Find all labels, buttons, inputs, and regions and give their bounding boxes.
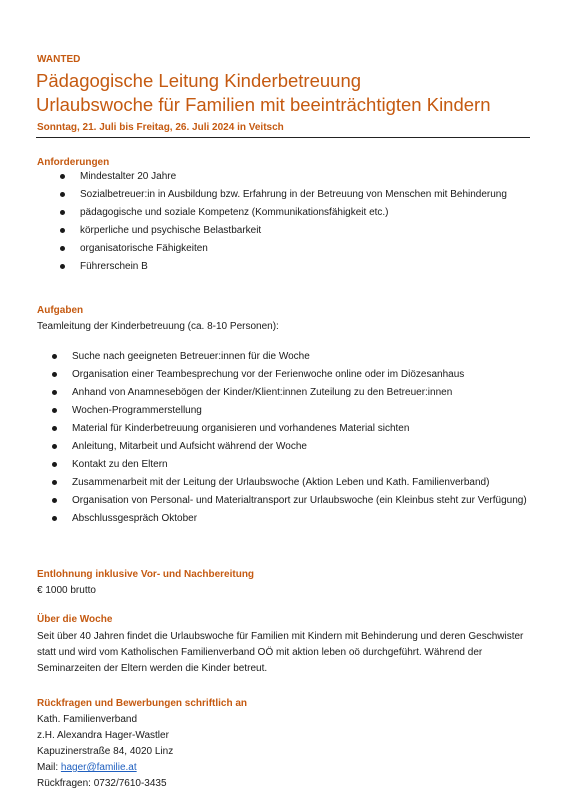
bullet-icon xyxy=(60,174,65,179)
page-subtitle: Urlaubswoche für Familien mit beeinträchtigten Kindern xyxy=(36,94,491,115)
bullet-icon xyxy=(60,264,65,269)
contact-org: Kath. Familienverband xyxy=(37,714,138,725)
bullet-icon xyxy=(52,462,57,467)
list-item: Zusammenarbeit mit der Leitung der Urlaubswoche (Aktion Leben und Kath. Familienverband) xyxy=(52,476,532,489)
bullet-icon xyxy=(60,192,65,197)
tasks-intro: Teamleitung der Kinderbetreuung (ca. 8-10 Personen): xyxy=(37,321,279,332)
list-item: Organisation einer Teambesprechung vor der Ferienwoche online oder im Diözesanhaus xyxy=(52,368,532,381)
tasks-heading: Aufgaben xyxy=(37,305,84,316)
event-dates: Sonntag, 21. Juli bis Freitag, 26. Juli 2024 in Veitsch xyxy=(37,122,284,133)
requirements-heading: Anforderungen xyxy=(37,157,110,168)
bullet-icon xyxy=(52,516,57,521)
contact-person: z.H. Alexandra Hager-Wastler xyxy=(37,730,169,741)
list-item: pädagogische und soziale Kompetenz (Kommunikationsfähigkeit etc.) xyxy=(60,206,540,219)
list-item: Organisation von Personal- und Materialtransport zur Urlaubswoche (ein Kleinbus steht zur Verfügung) xyxy=(52,494,532,507)
bullet-icon xyxy=(52,426,57,431)
list-item: Anleitung, Mitarbeit und Aufsicht während der Woche xyxy=(52,440,532,453)
mail-label: Mail: xyxy=(37,762,61,773)
list-item: Material für Kinderbetreuung organisieren und vorhandenes Material sichten xyxy=(52,422,532,435)
bullet-icon xyxy=(52,480,57,485)
list-item: Anhand von Anamnesebögen der Kinder/Klient:innen Zuteilung zu den Betreuer:innen xyxy=(52,386,532,399)
tasks-list xyxy=(52,350,532,530)
about-text: Seit über 40 Jahren findet die Urlaubswoche für Familien mit Kindern mit Behinderung und deren Geschwister statt und wird vom Katholischen Familienverband OÖ mit aktion leben oö durchgeführt. Während der Seminarzeiten der Eltern werden die Kinder betreut. xyxy=(37,631,524,674)
list-item: Wochen-Programmerstellung xyxy=(52,404,532,417)
requirements-list xyxy=(60,170,540,278)
about-heading: Über die Woche xyxy=(37,614,113,625)
contact-phone: Rückfragen: 0732/7610-3435 xyxy=(37,778,167,789)
pay-amount: € 1000 brutto xyxy=(37,585,96,596)
bullet-icon xyxy=(52,498,57,503)
contact-mail-line xyxy=(37,760,137,776)
bullet-icon xyxy=(52,390,57,395)
bullet-icon xyxy=(60,210,65,215)
bullet-icon xyxy=(52,408,57,413)
list-item: organisatorische Fähigkeiten xyxy=(60,242,540,255)
bullet-icon xyxy=(60,246,65,251)
mail-link[interactable]: hager@familie.at xyxy=(60,762,137,773)
header-divider xyxy=(36,137,530,138)
bullet-icon xyxy=(52,444,57,449)
list-item: Sozialbetreuer:in in Ausbildung bzw. Erfahrung in der Betreuung von Menschen mit Behinderung xyxy=(60,188,540,201)
list-item: körperliche und psychische Belastbarkeit xyxy=(60,224,540,237)
list-item: Suche nach geeigneten Betreuer:innen für die Woche xyxy=(52,350,532,363)
pay-heading: Entlohnung inklusive Vor- und Nachbereitung xyxy=(37,569,255,580)
list-item: Mindestalter 20 Jahre xyxy=(60,170,540,183)
list-item: Führerschein B xyxy=(60,260,540,273)
contact-address: Kapuzinerstraße 84, 4020 Linz xyxy=(37,746,174,757)
bullet-icon xyxy=(52,372,57,377)
bullet-icon xyxy=(52,354,57,359)
bullet-icon xyxy=(60,228,65,233)
list-item: Kontakt zu den Eltern xyxy=(52,458,532,471)
wanted-tag: WANTED xyxy=(37,54,81,65)
list-item: Abschlussgespräch Oktober xyxy=(52,512,532,525)
contact-heading: Rückfragen und Bewerbungen schriftlich an xyxy=(37,698,248,709)
page-title: Pädagogische Leitung Kinderbetreuung xyxy=(36,70,362,91)
